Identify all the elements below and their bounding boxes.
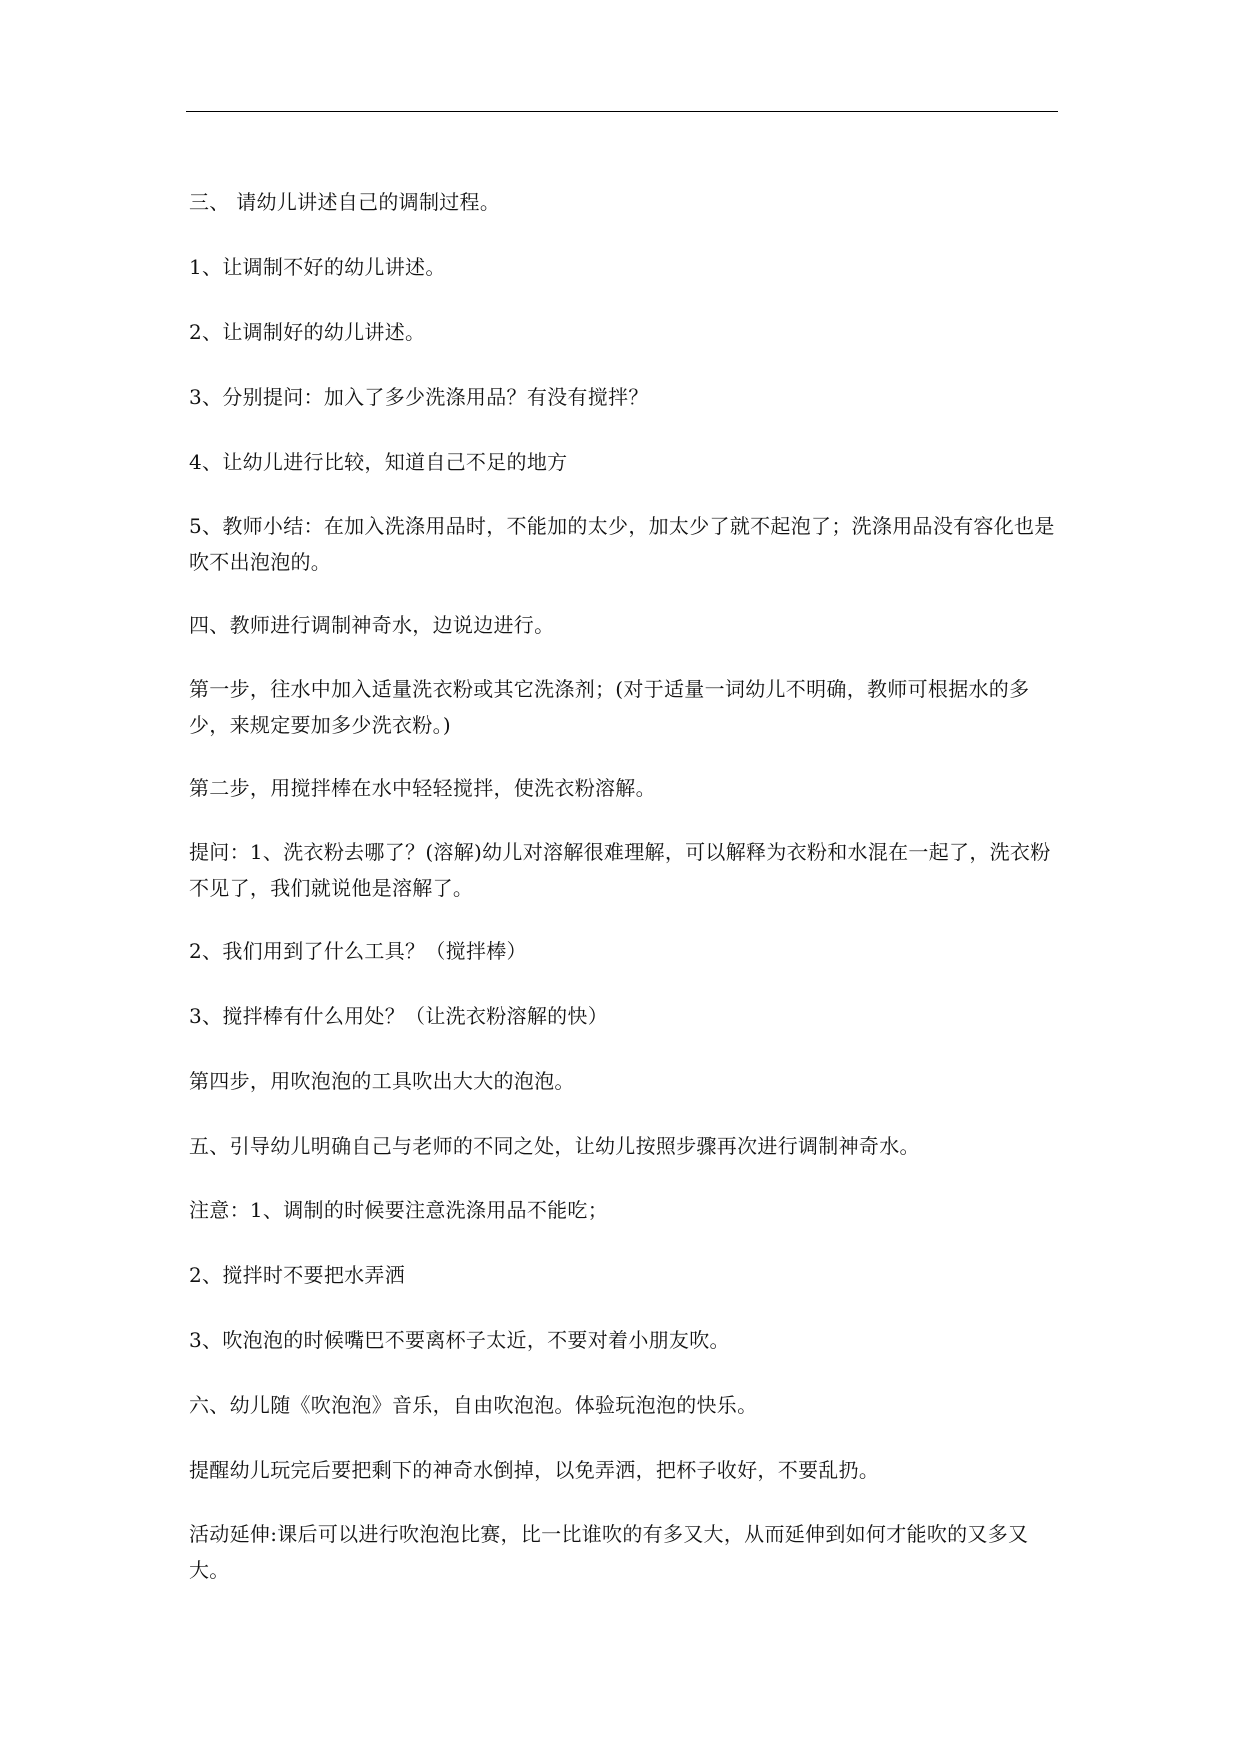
section-three-heading: 三、 请幼儿讲述自己的调制过程。 bbox=[189, 190, 501, 214]
paragraph-item: 3、分别提问：加入了多少洗涤用品？有没有搅拌？ bbox=[189, 385, 649, 409]
paragraph-item: 2、搅拌时不要把水弄洒 bbox=[189, 1263, 406, 1287]
paragraph-item: 1、让调制不好的幼儿讲述。 bbox=[189, 255, 446, 279]
paragraph-item: 3、搅拌棒有什么用处？（让洗衣粉溶解的快） bbox=[189, 1004, 609, 1028]
paragraph-step-four: 第四步，用吹泡泡的工具吹出大大的泡泡。 bbox=[189, 1069, 575, 1093]
paragraph-item: 2、让调制好的幼儿讲述。 bbox=[189, 320, 426, 344]
paragraph-reminder: 提醒幼儿玩完后要把剩下的神奇水倒掉，以免弄洒，把杯子收好，不要乱扔。 bbox=[189, 1458, 880, 1482]
paragraph-item: 2、我们用到了什么工具？（搅拌棒） bbox=[189, 939, 527, 963]
paragraph-question: 提问：1、洗衣粉去哪了？(溶解)幼儿对溶解很难理解，可以解释为衣粉和水混在一起了，洗衣粉不见了，我们就说他是溶解了。 bbox=[189, 840, 1051, 900]
section-four-heading: 四、教师进行调制神奇水，边说边进行。 bbox=[189, 613, 555, 637]
paragraph-notice: 注意：1、调制的时候要注意洗涤用品不能吃； bbox=[189, 1198, 609, 1222]
paragraph-step-two: 第二步，用搅拌棒在水中轻轻搅拌，使洗衣粉溶解。 bbox=[189, 776, 656, 800]
paragraph-step-one: 第一步，往水中加入适量洗衣粉或其它洗涤剂；(对于适量一词幼儿不明确，教师可根据水的多少，来规定要加多少洗衣粉。) bbox=[189, 677, 1030, 737]
paragraph-item: 3、吹泡泡的时候嘴巴不要离杯子太近，不要对着小朋友吹。 bbox=[189, 1328, 730, 1352]
section-six-heading: 六、幼儿随《吹泡泡》音乐，自由吹泡泡。体验玩泡泡的快乐。 bbox=[189, 1393, 758, 1417]
paragraph-teacher-summary: 5、教师小结：在加入洗涤用品时，不能加的太少，加太少了就不起泡了；洗涤用品没有容化也是吹不出泡泡的。 bbox=[189, 514, 1055, 574]
header-rule bbox=[186, 111, 1058, 112]
paragraph-activity-extension: 活动延伸:课后可以进行吹泡泡比赛，比一比谁吹的有多又大，从而延伸到如何才能吹的又多又大。 bbox=[189, 1522, 1029, 1582]
paragraph-item: 4、让幼儿进行比较，知道自己不足的地方 bbox=[189, 450, 568, 474]
section-five-heading: 五、引导幼儿明确自己与老师的不同之处，让幼儿按照步骤再次进行调制神奇水。 bbox=[189, 1134, 920, 1158]
